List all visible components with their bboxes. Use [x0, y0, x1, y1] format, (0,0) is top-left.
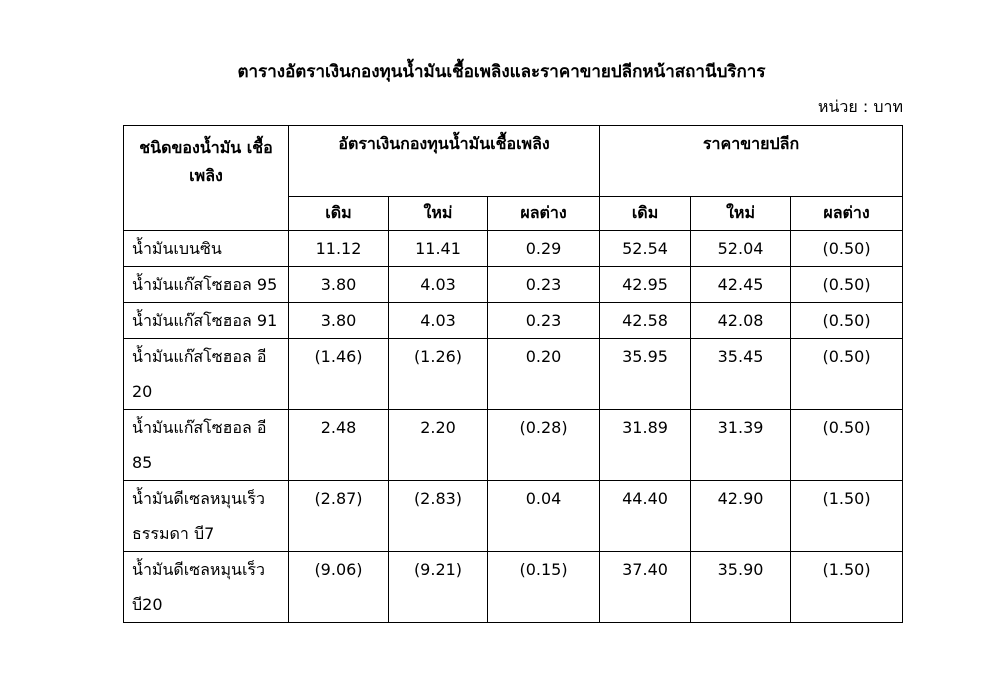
- table-row: [124, 303, 903, 339]
- fund-new-cell: (9.21): [389, 552, 488, 623]
- fuel-name-cell: น้ำมันแก๊สโซฮอล 91: [124, 303, 289, 339]
- fund-diff-cell: 0.04: [488, 481, 600, 552]
- fuel-name-cell: น้ำมันดีเซลหมุนเร็ว บี20: [124, 552, 289, 623]
- retail-new-header: ใหม่: [691, 197, 791, 231]
- table-row: [124, 339, 903, 410]
- fund-old-cell: (1.46): [289, 339, 389, 410]
- fund-diff-cell: (0.15): [488, 552, 600, 623]
- fund-rate-header: อัตราเงินกองทุนน้ำมันเชื้อเพลิง: [289, 126, 600, 197]
- fuel-name-cell: น้ำมันแก๊สโซฮอล อี 20: [124, 339, 289, 410]
- fund-new-cell: (1.26): [389, 339, 488, 410]
- fund-new-cell: 2.20: [389, 410, 488, 481]
- retail-old-cell: 35.95: [600, 339, 691, 410]
- retail-new-cell: 42.90: [691, 481, 791, 552]
- retail-diff-cell: (0.50): [791, 339, 903, 410]
- retail-old-cell: 37.40: [600, 552, 691, 623]
- retail-diff-cell: (0.50): [791, 303, 903, 339]
- fund-old-cell: 2.48: [289, 410, 389, 481]
- table-row: [124, 552, 903, 623]
- fund-new-cell: 4.03: [389, 303, 488, 339]
- fund-old-cell: (2.87): [289, 481, 389, 552]
- retail-new-cell: 42.45: [691, 267, 791, 303]
- retail-new-cell: 52.04: [691, 231, 791, 267]
- fund-new-cell: 11.41: [389, 231, 488, 267]
- fuel-type-header: ชนิดของน้ำมัน เชื้อเพลิง: [124, 126, 289, 231]
- retail-old-cell: 44.40: [600, 481, 691, 552]
- retail-new-cell: 42.08: [691, 303, 791, 339]
- fund-old-cell: 3.80: [289, 267, 389, 303]
- table-row: [124, 267, 903, 303]
- fuel-price-table: [123, 125, 903, 623]
- fund-diff-cell: 0.23: [488, 303, 600, 339]
- unit-label: หน่วย : บาท: [817, 97, 903, 116]
- fund-new-cell: (2.83): [389, 481, 488, 552]
- table-row: [124, 410, 903, 481]
- fund-old-header: เดิม: [289, 197, 389, 231]
- retail-old-cell: 31.89: [600, 410, 691, 481]
- retail-new-cell: 35.45: [691, 339, 791, 410]
- table-row: [124, 231, 903, 267]
- retail-diff-cell: (0.50): [791, 410, 903, 481]
- fund-diff-header: ผลต่าง: [488, 197, 600, 231]
- fund-new-cell: 4.03: [389, 267, 488, 303]
- retail-new-cell: 31.39: [691, 410, 791, 481]
- retail-new-cell: 35.90: [691, 552, 791, 623]
- retail-price-header: ราคาขายปลีก: [600, 126, 903, 197]
- retail-diff-cell: (0.50): [791, 231, 903, 267]
- fund-new-header: ใหม่: [389, 197, 488, 231]
- fuel-name-cell: น้ำมันแก๊สโซฮอล อี 85: [124, 410, 289, 481]
- fund-diff-cell: 0.20: [488, 339, 600, 410]
- retail-diff-cell: (0.50): [791, 267, 903, 303]
- fund-old-cell: 3.80: [289, 303, 389, 339]
- fuel-name-cell: น้ำมันดีเซลหมุนเร็วธรรมดา บี7: [124, 481, 289, 552]
- retail-diff-cell: (1.50): [791, 552, 903, 623]
- retail-old-header: เดิม: [600, 197, 691, 231]
- fund-old-cell: (9.06): [289, 552, 389, 623]
- retail-old-cell: 52.54: [600, 231, 691, 267]
- retail-old-cell: 42.95: [600, 267, 691, 303]
- retail-diff-header: ผลต่าง: [791, 197, 903, 231]
- page-title: ตารางอัตราเงินกองทุนน้ำมันเชื้อเพลิงและราคาขายปลีกหน้าสถานีบริการ: [237, 62, 766, 82]
- fund-old-cell: 11.12: [289, 231, 389, 267]
- fund-diff-cell: (0.28): [488, 410, 600, 481]
- table-row: [124, 481, 903, 552]
- fund-diff-cell: 0.29: [488, 231, 600, 267]
- fuel-name-cell: น้ำมันแก๊สโซฮอล 95: [124, 267, 289, 303]
- retail-diff-cell: (1.50): [791, 481, 903, 552]
- retail-old-cell: 42.58: [600, 303, 691, 339]
- fuel-name-cell: น้ำมันเบนซิน: [124, 231, 289, 267]
- fund-diff-cell: 0.23: [488, 267, 600, 303]
